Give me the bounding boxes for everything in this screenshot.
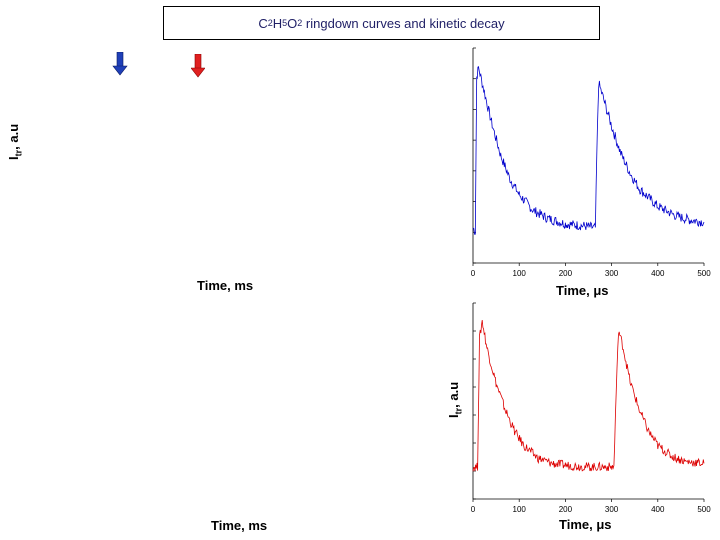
right-top-x-axis-label: Time, μs bbox=[556, 283, 609, 298]
left-ylabel-tail: , a.u bbox=[6, 123, 21, 150]
x-tick-label: 500 bbox=[697, 505, 711, 514]
figure-title bbox=[163, 6, 600, 40]
title-o: O bbox=[287, 15, 298, 31]
title-c: C bbox=[258, 15, 268, 31]
x-tick-label: 300 bbox=[604, 269, 619, 278]
x-tick-label: 100 bbox=[512, 505, 526, 514]
left-y-axis-label bbox=[6, 124, 24, 160]
red-ringdown-plot bbox=[462, 295, 712, 525]
right-ylabel-sub: tr bbox=[453, 407, 464, 415]
right-ylabel-main: I bbox=[446, 414, 461, 418]
left-ylabel-sub: tr bbox=[13, 149, 24, 157]
left-ylabel-main: I bbox=[6, 156, 21, 160]
left-top-x-axis-label: Time, ms bbox=[197, 278, 254, 293]
title-h: H bbox=[272, 15, 283, 31]
right-ylabel-tail: , a.u bbox=[446, 381, 461, 408]
left-bottom-x-axis-label: Time, ms bbox=[211, 518, 268, 533]
x-tick-label: 500 bbox=[697, 269, 711, 278]
title-h-sub: 5 bbox=[282, 18, 288, 28]
blue-down-arrow-icon bbox=[112, 52, 128, 76]
x-tick-label: 300 bbox=[604, 505, 619, 514]
x-tick-label: 100 bbox=[512, 269, 526, 278]
title-rest: ringdown curves and kinetic decay bbox=[302, 15, 505, 31]
right-bottom-x-axis-label: Time, μs bbox=[559, 517, 612, 532]
title-c-sub: 2 bbox=[267, 18, 273, 28]
right-y-axis-label bbox=[446, 382, 464, 418]
x-tick-label: 400 bbox=[651, 505, 665, 514]
series-line bbox=[473, 320, 704, 471]
series-line bbox=[473, 67, 704, 235]
x-tick-label: 200 bbox=[558, 269, 573, 278]
x-tick-label: 400 bbox=[651, 269, 665, 278]
x-tick-label: 200 bbox=[558, 505, 573, 514]
title-o-sub: 2 bbox=[297, 18, 303, 28]
x-tick-label: 0 bbox=[470, 269, 476, 278]
red-down-arrow-icon bbox=[191, 54, 205, 78]
x-tick-label: 0 bbox=[470, 505, 476, 514]
blue-ringdown-plot bbox=[462, 48, 712, 288]
